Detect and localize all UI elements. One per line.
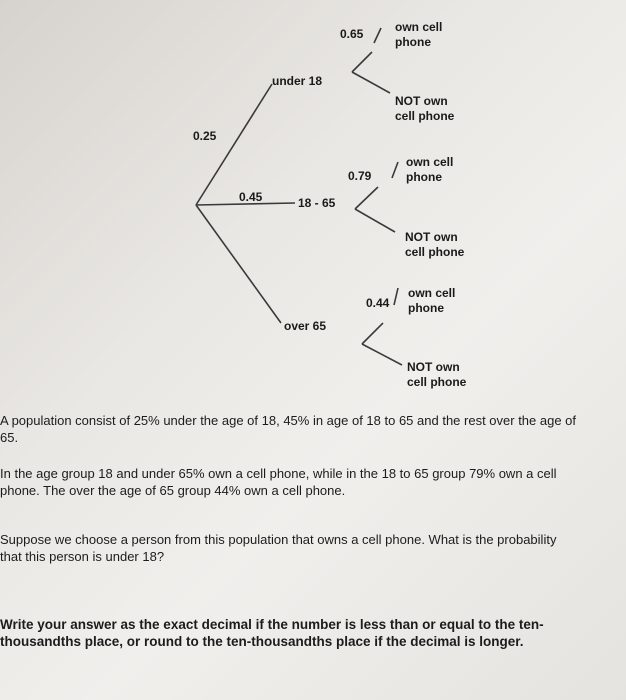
outcome-18-65-own-label: [406, 155, 453, 185]
branch-root-under18: [196, 84, 272, 205]
prob-18-65-own-label: 0.79: [348, 169, 372, 183]
branch-over65-own: [394, 288, 398, 305]
paragraph-population: [0, 412, 626, 446]
branch-18-65-own: [392, 162, 398, 178]
group-under18-label: under 18: [272, 74, 323, 88]
paragraph-question-line1: Suppose we choose a person from this population that owns a cell phone. What is the probability: [0, 532, 557, 547]
paragraph-ownership: [0, 465, 626, 499]
group-over65-label: over 65: [284, 319, 327, 333]
paragraph-ownership-line1: In the age group 18 and under 65% own a cell phone, while in the 18 to 65 group 79% own a cell: [0, 466, 557, 481]
outcome-over65-not-line2: cell phone: [407, 375, 467, 389]
prob-18-65-label: 0.45: [239, 190, 263, 204]
paragraph-question: [0, 531, 626, 565]
outcome-under18-own-line2: phone: [395, 35, 431, 49]
paragraph-instructions: [0, 616, 626, 650]
branch-under18-own: [374, 28, 381, 43]
outcome-under18-not-line2: cell phone: [395, 109, 455, 123]
outcome-over65-not-line1: NOT own: [407, 360, 460, 374]
outcome-under18-not-line1: NOT own: [395, 94, 448, 108]
outcome-under18-not-label: [395, 94, 454, 124]
paragraph-population-line2: 65.: [0, 430, 19, 445]
paragraph-question-line2: that this person is under 18?: [0, 549, 165, 564]
branch-under18-split-down: [352, 72, 390, 93]
paragraph-instructions-line2: thousandths place, or round to the ten-thousandths place if the decimal is longer.: [0, 634, 524, 649]
outcome-under18-own-line1: own cell: [395, 20, 443, 34]
branch-under18-split-up: [352, 52, 372, 72]
branch-over65-split-down: [362, 344, 402, 365]
prob-over65-own-label: 0.44: [366, 296, 390, 310]
prob-under18-own-label: 0.65: [340, 27, 364, 41]
outcome-18-65-not-line2: cell phone: [405, 245, 465, 259]
branch-over65-split-up: [362, 323, 383, 344]
outcome-over65-not-label: [407, 360, 466, 390]
paragraph-population-line1: A population consist of 25% under the age of 18, 45% in age of 18 to 65 and the rest over the age of: [0, 413, 577, 428]
outcome-18-65-not-line1: NOT own: [405, 230, 458, 244]
outcome-over65-own-label: [408, 286, 455, 316]
outcome-under18-own-label: [395, 20, 442, 50]
group-18-65-label: 18 - 65: [298, 196, 336, 210]
branch-root-over65: [196, 205, 281, 323]
outcome-over65-own-line1: own cell: [408, 286, 456, 300]
outcome-over65-own-line2: phone: [408, 301, 444, 315]
outcome-18-65-own-line1: own cell: [406, 155, 454, 169]
outcome-18-65-not-label: [405, 230, 464, 260]
prob-under18-label: 0.25: [193, 129, 217, 143]
branch-18-65-split-up: [355, 187, 378, 209]
branch-18-65-split-down: [355, 209, 395, 232]
paragraph-ownership-line2: phone. The over the age of 65 group 44% own a cell phone.: [0, 483, 346, 498]
outcome-18-65-own-line2: phone: [406, 170, 442, 184]
paragraph-instructions-line1: Write your answer as the exact decimal if the number is less than or equal to the ten-: [0, 617, 544, 632]
